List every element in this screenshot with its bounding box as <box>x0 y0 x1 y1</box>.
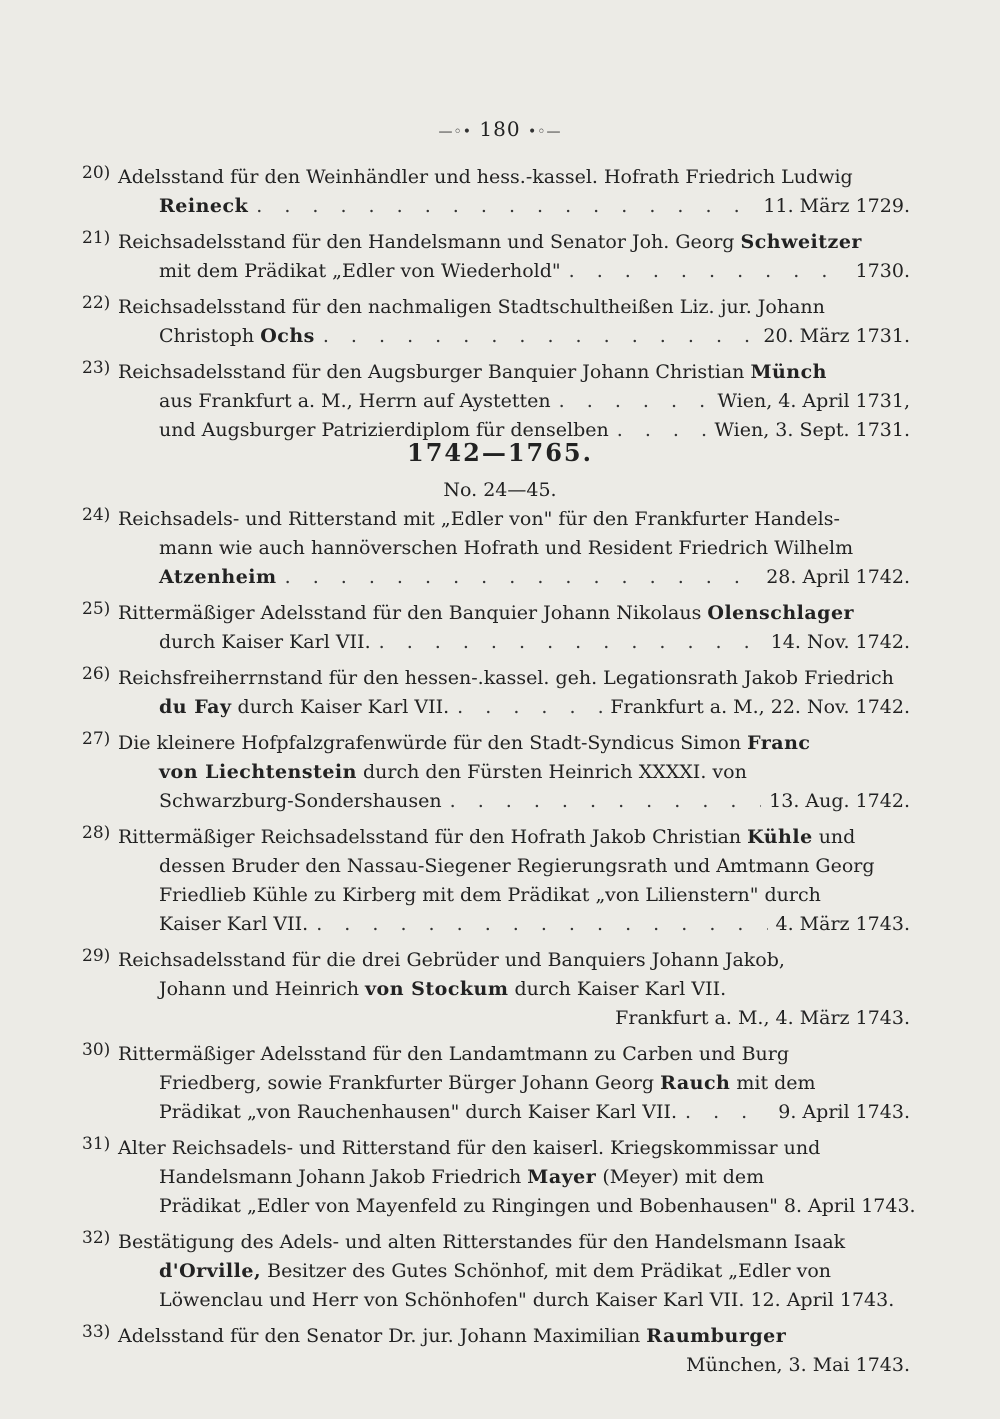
entry-date: Wien, 4. April 1731, <box>717 390 910 412</box>
entry-name: Olenschlager <box>707 602 855 624</box>
entry-date: 1730. <box>855 260 910 282</box>
entry-line <box>82 192 910 221</box>
entry-text-part: mit dem <box>730 1072 816 1094</box>
entry-line <box>82 946 910 975</box>
entry-number: 24) <box>82 505 111 525</box>
entry-text-part: Bestätigung des Adels- und alten Ritterstandes für den Handelsmann Isaak <box>118 1231 846 1253</box>
entry-line <box>82 322 910 351</box>
entry <box>82 1040 910 1127</box>
entry <box>82 228 910 286</box>
entry-line <box>82 881 910 910</box>
entry <box>82 1228 910 1315</box>
entry-line <box>82 787 910 816</box>
entry-line <box>82 534 910 563</box>
entry-line <box>82 823 910 852</box>
entry-name: Kühle <box>747 826 813 848</box>
entry-date: 9. April 1743. <box>778 1101 910 1123</box>
entry-line <box>82 1098 910 1127</box>
entry-date: 13. Aug. 1742. <box>769 790 910 812</box>
ornament-left-icon: —◦• <box>438 124 473 140</box>
entry <box>82 1322 910 1380</box>
entry-name: Rauch <box>660 1072 731 1094</box>
entry-line <box>82 729 910 758</box>
entry-text-part: Reichsadelsstand für die drei Gebrüder und Banquiers Johann Jakob, <box>118 949 785 971</box>
entry-name: Mayer <box>527 1166 597 1188</box>
entry-date: 4. März 1743. <box>775 913 910 935</box>
entry-text-part: durch Kaiser Karl VII. <box>508 978 727 1000</box>
entry <box>82 823 910 939</box>
entry-date: 14. Nov. 1742. <box>770 631 910 653</box>
entry-line <box>82 852 910 881</box>
entry-text-part: Reichsadelsstand für den nachmaligen Stadtschultheißen Liz. jur. Johann <box>118 296 825 318</box>
section-range: 1742—1765. <box>407 438 593 467</box>
entry-date: Frankfurt a. M., 22. Nov. 1742. <box>610 696 910 718</box>
entry-text-part: und Augsburger Patrizierdiplom für denselben <box>159 419 609 441</box>
entry-line <box>82 1322 910 1351</box>
entry-text-part: Schwarzburg-Sondershausen <box>159 790 442 812</box>
entry-line <box>82 1040 910 1069</box>
entry-text <box>159 910 308 939</box>
entry-text-part: Christoph <box>159 325 261 347</box>
entry-text-part: Rittermäßiger Adelsstand für den Landamtmann zu Carben und Burg <box>118 1043 790 1065</box>
entry-text <box>159 322 315 351</box>
leader-dots <box>379 628 763 657</box>
entry-text-part: Reichsfreiherrnstand für den hessen-.kassel. geh. Legationsrath Jakob Friedrich <box>118 667 894 689</box>
entry <box>82 729 910 816</box>
entry <box>82 505 910 592</box>
entry-line <box>82 563 910 592</box>
entry-name: Raumburger <box>646 1325 787 1347</box>
ornament-right-icon: •◦— <box>527 124 562 140</box>
leader-dots <box>559 387 710 416</box>
entry-number: 30) <box>82 1040 111 1060</box>
entry-name: von Liechtenstein <box>159 761 357 783</box>
entry-list-bottom <box>82 505 916 1387</box>
entry <box>82 163 910 221</box>
entry-text-part: Reichsadels- und Ritterstand mit „Edler von" für den Frankfurter Handels- <box>118 508 840 530</box>
entry-number: 23) <box>82 358 111 378</box>
entry-line <box>82 1004 910 1033</box>
entry-number: 31) <box>82 1134 111 1154</box>
entry-number: 22) <box>82 293 111 313</box>
entry-name: Reineck <box>159 195 249 217</box>
entry-date: 28. April 1742. <box>766 566 910 588</box>
entry-text-part: Löwenclau und Herr von Schönhofen" durch Kaiser Karl VII. 12. April 1743. <box>159 1289 895 1311</box>
entry-text-part: Handelsmann Johann Jakob Friedrich <box>159 1166 528 1188</box>
entry-line <box>82 257 910 286</box>
entry <box>82 946 910 1033</box>
entry-number: 20) <box>82 163 111 183</box>
page-number: —◦• 180 •◦— <box>438 117 562 141</box>
entry-text <box>159 787 442 816</box>
entry-number: 27) <box>82 729 111 749</box>
entry-line <box>82 1069 910 1098</box>
entry-date: 20. März 1731. <box>763 325 910 347</box>
entry-text <box>159 387 551 416</box>
entry-text-part: mit dem Prädikat „Edler von Wiederhold" <box>159 260 561 282</box>
entry-text <box>159 257 561 286</box>
entry-text <box>159 563 277 592</box>
leader-dots <box>285 563 759 592</box>
entry-line <box>82 163 910 192</box>
entry-text-part: Reichsadelsstand für den Handelsmann und Senator Joh. Georg <box>118 231 741 253</box>
entry-number: 21) <box>82 228 111 248</box>
leader-dots <box>685 1098 770 1127</box>
entry-line <box>82 1351 910 1380</box>
entry-text-part: mann wie auch hannöverschen Hofrath und Resident Friedrich Wilhelm <box>159 537 854 559</box>
entry-text-part: Rittermäßiger Reichsadelsstand für den Hofrath Jakob Christian <box>118 826 748 848</box>
entry-number: 29) <box>82 946 111 966</box>
entry-number: 25) <box>82 599 111 619</box>
leader-dots <box>323 322 756 351</box>
entry-text-part: dessen Bruder den Nassau-Siegener Regierungsrath und Amtmann Georg <box>159 855 875 877</box>
entry <box>82 599 910 657</box>
entry-list-top <box>82 163 910 452</box>
entry-text-part: durch Kaiser Karl VII. <box>159 631 371 653</box>
entry-text <box>159 1098 677 1127</box>
entry-line <box>82 1192 916 1221</box>
entry-line <box>82 387 910 416</box>
section-heading <box>0 435 1000 505</box>
entry-text-part: Adelsstand für den Senator Dr. jur. Johann Maximilian <box>118 1325 647 1347</box>
entry-text-part: durch den Fürsten Heinrich XXXXI. von <box>356 761 747 783</box>
entry-line <box>82 293 910 322</box>
entry-line <box>82 693 910 722</box>
entry <box>82 664 910 722</box>
entry-number: 28) <box>82 823 111 843</box>
entry-text-part: Prädikat „von Rauchenhausen" durch Kaiser Karl VII. <box>159 1101 677 1123</box>
entry-text-part: Friedlieb Kühle zu Kirberg mit dem Prädikat „von Lilienstern" durch <box>159 884 821 906</box>
entry-text-part: (Meyer) mit dem <box>596 1166 765 1188</box>
entry-text-part: Prädikat „Edler von Mayenfeld zu Ringingen und Bobenhausen" 8. April 1743. <box>159 1195 916 1217</box>
section-numbers: No. 24—45. <box>443 479 557 501</box>
entry-date: 11. März 1729. <box>763 195 910 217</box>
entry-line <box>82 1228 910 1257</box>
entry-line <box>82 1286 910 1315</box>
leader-dots <box>457 693 602 722</box>
entry-text-part: Johann und Heinrich <box>159 978 366 1000</box>
entry-name: Schweitzer <box>740 231 862 253</box>
entry-name: Atzenheim <box>159 566 277 588</box>
entry-text <box>159 693 449 722</box>
entry-line <box>82 910 910 939</box>
entry-text-part: Besitzer des Gutes Schönhof, mit dem Prädikat „Edler von <box>261 1260 832 1282</box>
entry-text-part: Die kleinere Hofpfalzgrafenwürde für den Stadt-Syndicus Simon <box>118 732 748 754</box>
entry-text-part: Rittermäßiger Adelsstand für den Banquier Johann Nikolaus <box>118 602 708 624</box>
entry-line <box>82 358 910 387</box>
entry <box>82 358 910 445</box>
entry-text <box>159 628 371 657</box>
entry-line <box>82 758 910 787</box>
leader-dots <box>256 192 755 221</box>
entry-text-part: Reichsadelsstand für den Augsburger Banquier Johann Christian <box>118 361 751 383</box>
entry-line <box>82 505 910 534</box>
entry <box>82 1134 916 1221</box>
entry-name: von Stockum <box>365 978 509 1000</box>
leader-dots <box>316 910 767 939</box>
entry <box>82 293 910 351</box>
entry-text <box>159 192 248 221</box>
entry-line <box>82 975 910 1004</box>
entry-date: München, 3. Mai 1743. <box>686 1354 910 1376</box>
entry-line <box>82 1134 910 1163</box>
entry-text-part: Alter Reichsadels- und Ritterstand für den kaiserl. Kriegskommissar und <box>118 1137 821 1159</box>
entry-number: 26) <box>82 664 111 684</box>
entry-text-part: Adelsstand für den Weinhändler und hess.-kassel. Hofrath Friedrich Ludwig <box>118 166 853 188</box>
entry-text-part: aus Frankfurt a. M., Herrn auf Aystetten <box>159 390 551 412</box>
entry-number: 33) <box>82 1322 111 1342</box>
entry-text-part: Friedberg, sowie Frankfurter Bürger Johann Georg <box>159 1072 661 1094</box>
entry-text-part: und <box>812 826 856 848</box>
entry-line <box>82 628 910 657</box>
entry-text-part: durch Kaiser Karl VII. <box>231 696 450 718</box>
entry-line <box>82 228 910 257</box>
entry-number: 32) <box>82 1228 111 1248</box>
entry-date: Wien, 3. Sept. 1731. <box>714 419 910 441</box>
entry-name: Münch <box>750 361 827 383</box>
entry-date: Frankfurt a. M., 4. März 1743. <box>615 1007 910 1029</box>
entry-name: du Fay <box>159 696 232 718</box>
entry-line <box>82 599 910 628</box>
entry-text-part: Kaiser Karl VII. <box>159 913 309 935</box>
entry-line <box>82 1163 910 1192</box>
leader-dots <box>450 787 762 816</box>
entry-line <box>82 1257 910 1286</box>
entry-name: Franc <box>747 732 811 754</box>
leader-dots <box>569 257 848 286</box>
entry-name: d'Orville, <box>159 1260 262 1282</box>
entry-name: Ochs <box>260 325 315 347</box>
entry-line <box>82 664 910 693</box>
